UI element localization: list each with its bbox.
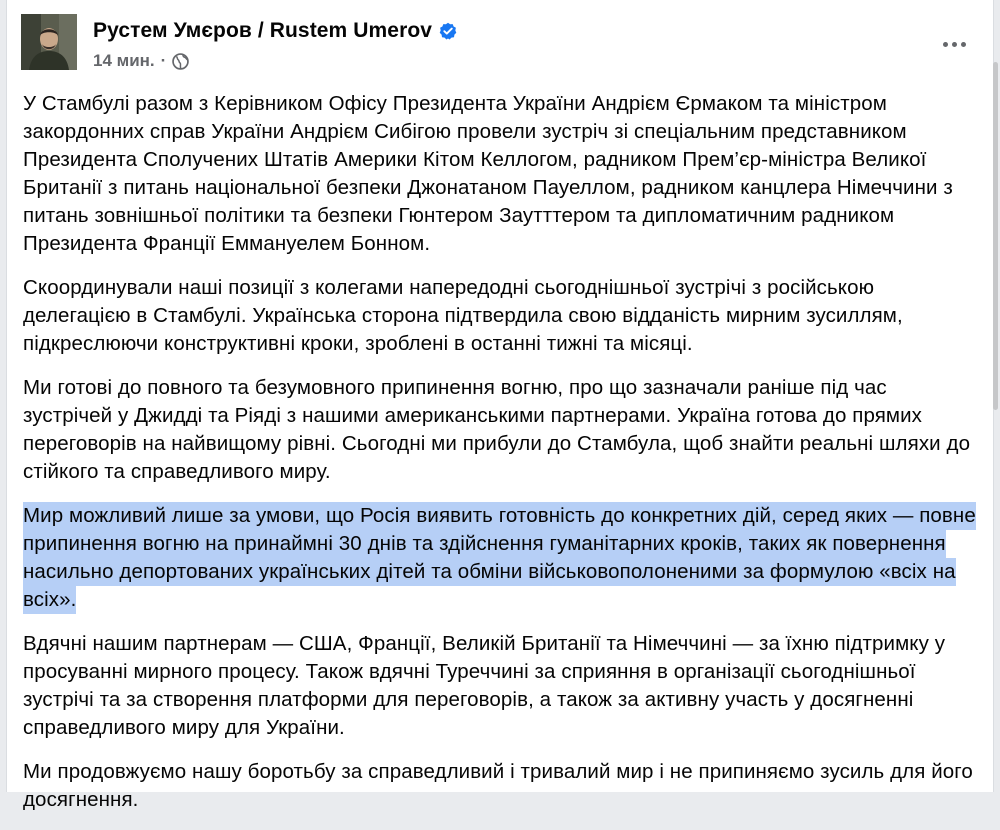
facebook-post: [6, 0, 994, 811]
post-paragraph-1: У Стамбулі разом з Керівником Офісу Президента України Андрієм Єрмаком та міністром закордонних справ України Андрієм Сибігою провели зустріч зі спеціальним представником Президента Сполучених Штатів Америки Кітом Келлогом, радником Прем’єр-міністра Великої Британії з питань національної безпеки Джонатаном Пауеллом, радником канцлера Німеччини з питань зовнішньої політики та безпеки Гюнтером Заутттером та дипломатичним радником Президента Франції Еммануелем Бонном.: [23, 92, 953, 255]
post-paragraph-5: Вдячні нашим партнерам — США, Франції, Великій Британії та Німеччині — за їхню підтримку у просуванні мирного процесу. Також вдячні Туреччині за сприяння в організації сьогоднішньої зустрічі та за створення платформи для переговорів, а також за активну участь у досягненні справедливого миру для України.: [23, 632, 946, 739]
post-paragraph-4-selected[interactable]: [23, 502, 979, 614]
more-options-dot: [961, 42, 966, 47]
avatar-photo-icon: [21, 14, 77, 70]
post-timestamp[interactable]: 14 мин.: [93, 51, 155, 70]
more-options-icon: [943, 42, 948, 47]
post-paragraph-2: Скоординували наші позиції з колегами напередодні сьогоднішньої зустрічі з російською делегацією в Стамбулі. Українська сторона підтвердила свою відданість мирним зусиллям, підкреслюючи конструктивні кроки, зроблені в останні тижні та місяці.: [23, 276, 903, 355]
post-meta: [93, 51, 189, 71]
globe-icon[interactable]: [172, 53, 189, 70]
author-name[interactable]: Рустем Умєров / Rustem Umerov: [93, 19, 433, 42]
selected-text[interactable]: Мир можливий лише за умови, що Росія виявить готовність до конкретних дій, серед яких — повне припинення вогню на принаймні 30 днів та здійснення гуманітарних кроків, таких як повернення насильно депортованих українських дітей та обміни військовополоненими за формулою «всіх на всіх».: [23, 502, 976, 614]
meta-separator: ·: [160, 51, 167, 70]
more-options-dot: [952, 42, 957, 47]
author-line: [93, 19, 457, 43]
verified-badge-icon: [439, 22, 457, 40]
post-text: [23, 90, 979, 830]
author-avatar[interactable]: [21, 14, 77, 70]
post-paragraph-6: Ми продовжуємо нашу боротьбу за справедливий і тривалий мир і не припиняємо зусиль для його досягнення.: [23, 760, 973, 811]
scrollbar-thumb[interactable]: [993, 62, 998, 410]
more-options-button[interactable]: [939, 32, 969, 56]
post-paragraph-3: Ми готові до повного та безумовного припинення вогню, про що зазначали раніше під час зустрічей у Джидді та Ріяді з нашими американськими партнерами. Україна готова до прямих переговорів на найвищому рівні. Сьогодні ми прибули до Стамбула, щоб знайти реальні шляхи до стійкого та справедливого миру.: [23, 376, 971, 483]
